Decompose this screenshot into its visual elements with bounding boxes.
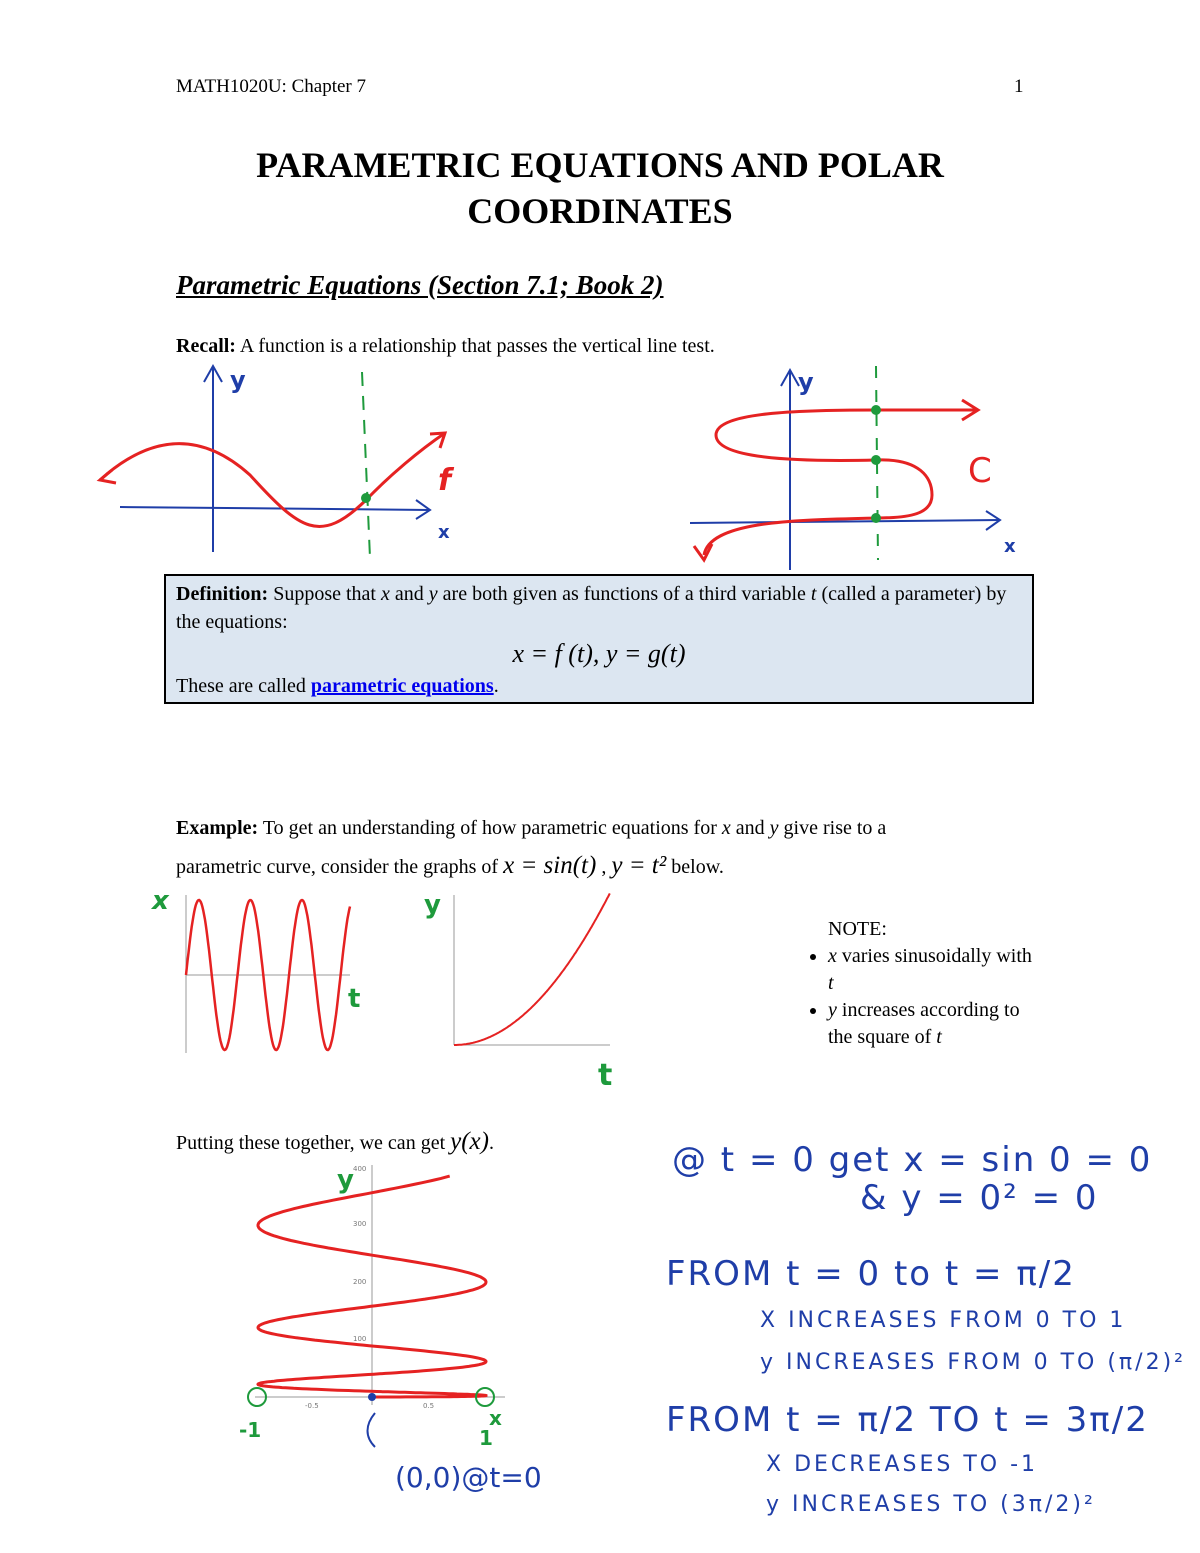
yx-tick-100: 100 xyxy=(353,1335,367,1343)
handwritten-line3: FROM t = 0 to t = π/2 xyxy=(666,1254,1076,1294)
handwritten-line7: X DECREASES TO -1 xyxy=(766,1452,1039,1477)
handwritten-line4: X INCREASES FROM 0 TO 1 xyxy=(760,1308,1127,1333)
figure-function-graph xyxy=(90,360,470,560)
definition-label: Definition: xyxy=(176,583,269,605)
yx-origin-arrow xyxy=(368,1413,376,1447)
fig2-curve-label: C xyxy=(968,451,992,491)
example-label: Example: xyxy=(176,817,259,839)
section-heading: Parametric Equations (Section 7.1; Book 2) xyxy=(176,270,664,300)
example-eq-x: x = sin(t) xyxy=(503,852,597,879)
page-title-line2: COORDINATES xyxy=(467,191,733,231)
recall-label: Recall: xyxy=(176,335,236,357)
parametric-equations-link[interactable]: parametric equations xyxy=(310,675,494,697)
fig2-intersection-top xyxy=(871,405,881,415)
yx-x-label: x xyxy=(489,1406,502,1430)
fig2-y-label: y xyxy=(798,368,814,396)
yx-tick-200: 200 xyxy=(353,1278,367,1286)
example-line2: parametric curve, consider the graphs of x = sin(t) , y = t² below. xyxy=(176,852,724,879)
graph-y-y-label: y xyxy=(424,890,441,920)
yx-left-label: -1 xyxy=(239,1418,262,1442)
yx-origin-point xyxy=(368,1393,376,1401)
handwritten-line8: y INCREASES TO (3π/2)² xyxy=(766,1492,1096,1517)
figure-curve-c xyxy=(680,360,1040,575)
fig1-y-label: y xyxy=(230,366,246,394)
fig2-x-axis xyxy=(690,520,1000,523)
definition-closing: These are called parametric equations. xyxy=(176,675,499,697)
fig1-x-label: x xyxy=(438,522,450,543)
fig1-left-arrow xyxy=(100,470,116,483)
graph-x-y-label: x xyxy=(152,886,169,916)
fig2-intersection-middle xyxy=(871,455,881,465)
note-item: • x varies sinusoidally with t xyxy=(828,943,1040,997)
fig2-curve-c xyxy=(704,410,976,555)
yx-tick-half: 0.5 xyxy=(423,1402,435,1410)
fig1-vertical-test-line xyxy=(362,372,370,558)
yx-origin-note: (0,0)@t=0 xyxy=(395,1461,542,1494)
yx-tick-400: 400 xyxy=(353,1165,367,1173)
fig2-down-arrow xyxy=(694,544,712,560)
definition-box xyxy=(164,574,1034,704)
note-item: • y increases according to the square of t xyxy=(828,997,1040,1051)
yx-y-label: y xyxy=(337,1165,354,1195)
graph-y-of-x xyxy=(215,1155,595,1550)
note-title: NOTE: xyxy=(828,918,887,940)
fig2-intersection-bottom xyxy=(871,513,881,523)
fig1-x-axis xyxy=(120,507,430,510)
putting-together-text: Putting these together, we can get y(x). xyxy=(176,1128,494,1155)
handwritten-line1: @ t = 0 get x = sin 0 = 0 xyxy=(672,1140,1153,1180)
graph-y-x-label: t xyxy=(598,1058,613,1090)
header-course: MATH1020U: Chapter 7 xyxy=(176,76,366,97)
note-box xyxy=(790,916,1040,1051)
graph-y-t-squared xyxy=(420,885,630,1090)
note-list xyxy=(790,943,1040,1051)
fig1-intersection-point xyxy=(361,493,371,503)
handwritten-line6: FROM t = π/2 TO t = 3π/2 xyxy=(666,1400,1149,1440)
handwritten-line5: y INCREASES FROM 0 TO (π/2)² xyxy=(760,1350,1186,1375)
fig1-curve-f xyxy=(100,433,445,526)
fig1-curve-label: f xyxy=(438,463,452,498)
graph-x-x-label: t xyxy=(348,984,361,1014)
handwritten-line2: & y = 0² = 0 xyxy=(860,1178,1099,1218)
example-eq-y: y = t² xyxy=(611,852,667,879)
definition-equation: x = f (t), y = g(t) xyxy=(512,639,686,668)
page-number: 1 xyxy=(1014,76,1024,97)
graph-x-sin-t xyxy=(150,885,390,1060)
graph-y-parabola-curve xyxy=(454,893,610,1045)
definition-text: Definition: Suppose that x and y are both given as functions of a third variable t (called a parameter) by the equations: xyxy=(176,583,1007,633)
yx-tick-300: 300 xyxy=(353,1220,367,1228)
recall-text: A function is a relationship that passes the vertical line test. xyxy=(235,335,715,357)
recall-paragraph xyxy=(176,332,715,360)
yx-tick-neg-half: -0.5 xyxy=(305,1402,319,1410)
yx-right-label: 1 xyxy=(479,1426,493,1450)
page-title-line1: PARAMETRIC EQUATIONS AND POLAR xyxy=(256,145,944,185)
example-line1: Example: To get an understanding of how parametric equations for x and y give rise to a xyxy=(176,817,887,839)
putting-expr: y(x) xyxy=(450,1128,489,1155)
fig2-x-label: x xyxy=(1004,536,1016,557)
